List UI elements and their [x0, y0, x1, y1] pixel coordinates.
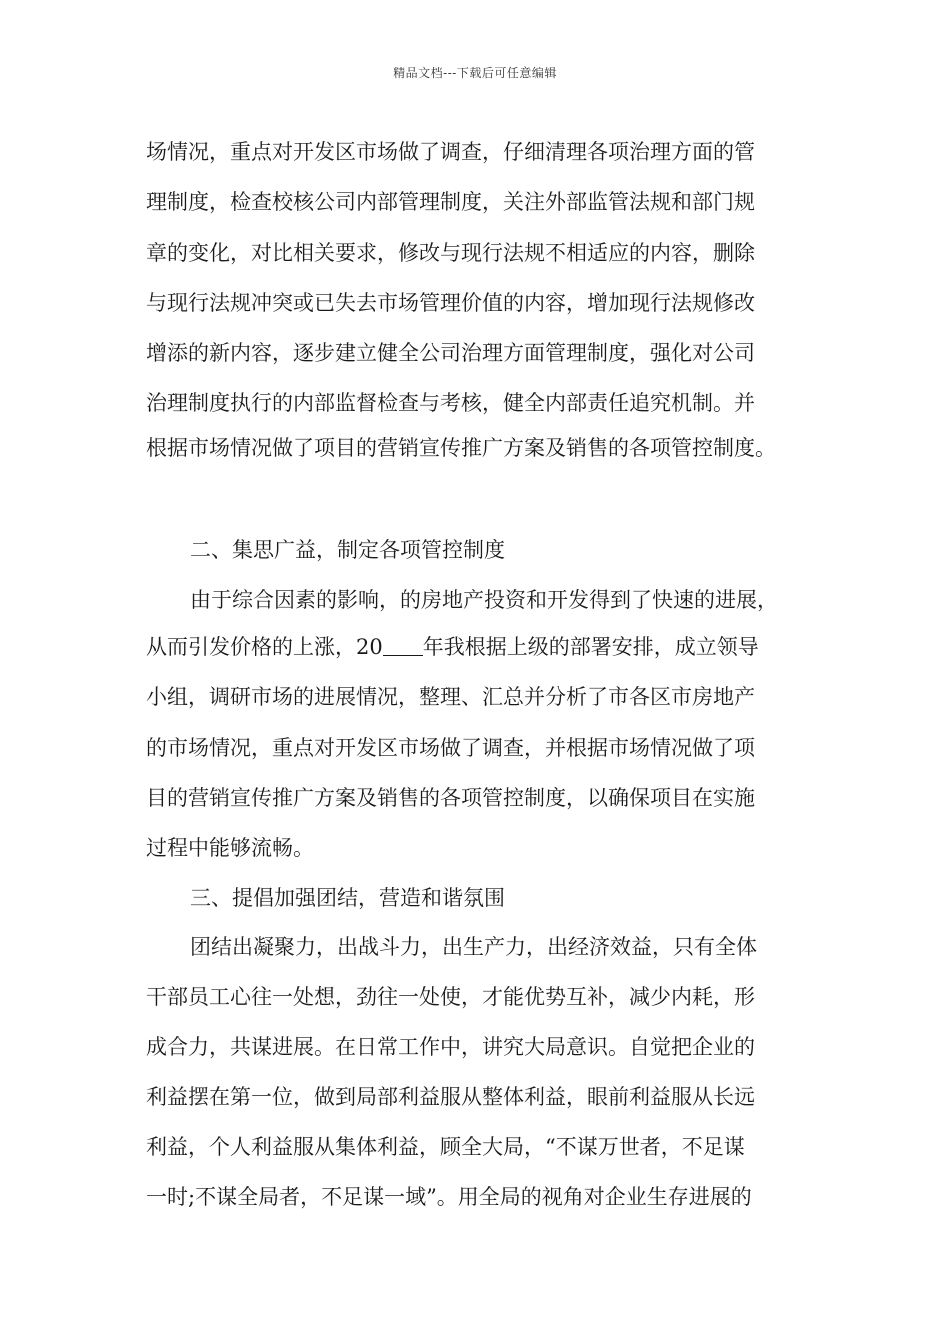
- paragraph-line: 团结出凝聚力，出战斗力，出生产力，出经济效益，只有全体: [190, 935, 757, 959]
- paragraph-line: 章的变化，对比相关要求，修改与现行法规不相适应的内容，删除: [146, 241, 755, 265]
- line-text-before-blank: 从而引发价格的上涨，20: [146, 635, 383, 659]
- paragraph-line: [146, 632, 950, 662]
- paragraph-line: 成合力，共谋进展。在日常工作中，讲究大局意识。自觉把企业的: [146, 1035, 755, 1059]
- paragraph-line: 的市场情况，重点对开发区市场做了调查，并根据市场情况做了项: [146, 736, 755, 760]
- paragraph-line: 小组，调研市场的进展情况，整理、汇总并分析了市各区市房地产: [146, 685, 755, 709]
- paragraph-line: 一时;不谋全局者，不足谋一域”。用全局的视角对企业生存进展的: [146, 1185, 752, 1209]
- page-header: 精品文档---下载后可任意编辑: [393, 66, 557, 80]
- paragraph-line: 过程中能够流畅。: [146, 836, 314, 860]
- paragraph-line: 治理制度执行的内部监督检查与考核，健全内部责任追究机制。并: [146, 391, 755, 415]
- line-text-after-blank: 年我根据上级的部署安排，成立领导: [422, 635, 759, 659]
- paragraph-line: 根据市场情况做了项目的营销宣传推广方案及销售的各项管控制度。: [146, 436, 776, 460]
- paragraph-line: 由于综合因素的影响，的房地产投资和开发得到了快速的进展，: [190, 588, 778, 612]
- paragraph-line: 干部员工心往一处想，劲往一处使，才能优势互补，减少内耗，形: [146, 985, 755, 1009]
- paragraph-line: 增添的新内容，逐步建立健全公司治理方面管理制度，强化对公司: [146, 341, 755, 365]
- paragraph-line: 利益，个人利益服从集体利益，顾全大局，“不谋万世者，不足谋: [146, 1135, 745, 1159]
- paragraph-line: 场情况，重点对开发区市场做了调查，仔细清理各项治理方面的管: [146, 140, 755, 164]
- section-heading: 二、集思广益，制定各项管控制度: [190, 538, 505, 562]
- paragraph-line: 与现行法规冲突或已失去市场管理价值的内容，增加现行法规修改: [146, 291, 755, 315]
- paragraph-line: 利益摆在第一位，做到局部利益服从整体利益，眼前利益服从长远: [146, 1085, 755, 1109]
- paragraph-line: 目的营销宣传推广方案及销售的各项管控制度，以确保项目在实施: [146, 786, 755, 810]
- year-blank: [383, 635, 423, 656]
- section-heading: 三、提倡加强团结，营造和谐氛围: [190, 886, 505, 910]
- paragraph-line: 理制度，检查校核公司内部管理制度，关注外部监管法规和部门规: [146, 190, 755, 214]
